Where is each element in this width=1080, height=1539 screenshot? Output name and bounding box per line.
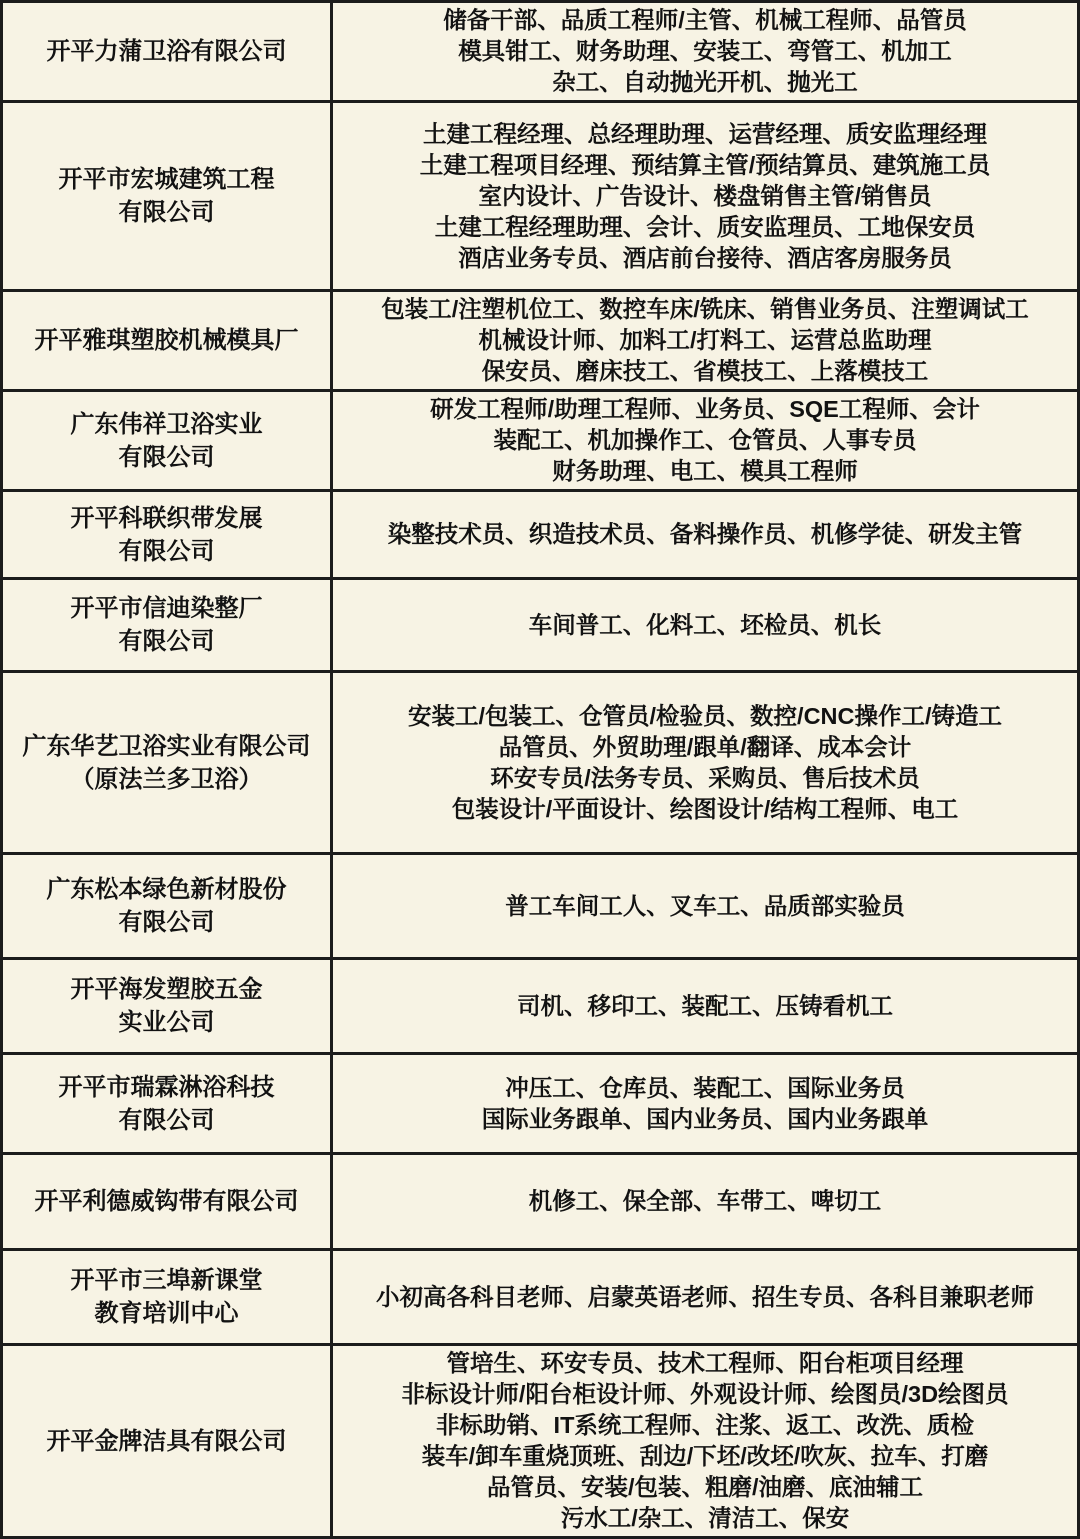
table-row [2,959,1079,1054]
company-name-line: 有限公司 [118,628,215,656]
position-line: 土建工程项目经理、预结算主管/预结算员、建筑施工员 [419,151,991,178]
company-name-cell [2,1054,332,1154]
company-name-line: 开平利德威钩带有限公司 [34,1188,299,1216]
position-line: 染整技术员、织造技术员、备料操作员、机修学徒、研发主管 [387,521,1023,548]
position-line: 非标助销、IT系统工程师、注浆、返工、改洗、质检 [436,1412,974,1439]
positions-cell [332,1154,1079,1250]
position-line: 小初高各科目老师、启蒙英语老师、招生专员、各科目兼职老师 [376,1283,1034,1310]
job-table-body [2,2,1079,1538]
position-line: 保安员、磨床技工、省模技工、上落模技工 [481,358,929,385]
company-name-line: 开平海发塑胶五金 [70,976,263,1004]
positions-cell [332,959,1079,1054]
company-name-line: 开平力蒲卫浴有限公司 [46,37,287,65]
position-line: 土建工程经理助理、会计、质安监理员、工地保安员 [434,213,976,240]
positions-cell [332,854,1079,959]
position-line: 土建工程经理、总经理助理、运营经理、质安监理经理 [423,120,987,147]
company-name-line: （原法兰多卫浴） [70,765,263,793]
position-line: 管培生、环安专员、技术工程师、阳台柜项目经理 [446,1350,964,1377]
position-line: 司机、移印工、装配工、压铸看机工 [517,992,893,1019]
position-line: 环安专员/法务专员、采购员、售后技术员 [490,764,920,791]
table-row [2,854,1079,959]
company-name-line: 开平市宏城建筑工程 [58,165,275,193]
position-line: 储备干部、品质工程师/主管、机械工程师、品管员 [443,7,967,33]
company-name-line: 广东伟祥卫浴实业 [70,410,263,438]
positions-cell [332,391,1079,491]
company-name-cell [2,491,332,579]
company-name-cell [2,1250,332,1345]
company-name-cell [2,959,332,1054]
positions-cell [332,672,1079,854]
company-name-cell [2,1154,332,1250]
company-name-cell [2,2,332,102]
company-name-line: 教育培训中心 [94,1300,239,1328]
table-row [2,391,1079,491]
company-name-cell [2,291,332,391]
position-line: 非标设计师/阳台柜设计师、外观设计师、绘图员/3D绘图员 [401,1381,1009,1408]
position-line: 安装工/包装工、仓管员/检验员、数控/CNC操作工/铸造工 [407,702,1003,729]
position-line: 机械设计师、加料工/打料工、运营总监助理 [478,327,932,354]
table-row [2,1345,1079,1538]
table-row [2,491,1079,579]
company-name-cell [2,854,332,959]
position-line: 包装设计/平面设计、绘图设计/结构工程师、电工 [451,795,959,822]
table-row [2,1054,1079,1154]
position-line: 室内设计、广告设计、楼盘销售主管/销售员 [478,182,932,209]
company-name-line: 开平雅琪塑胶机械模具厂 [34,327,299,355]
company-name-cell [2,1345,332,1538]
position-line: 普工车间工人、叉车工、品质部实验员 [505,892,905,919]
positions-cell [332,1345,1079,1538]
company-name-line: 开平市三埠新课堂 [70,1267,263,1295]
company-name-line: 开平市信迪染整厂 [70,595,263,623]
table-row [2,291,1079,391]
company-name-line: 有限公司 [118,1106,215,1134]
company-name-line: 实业公司 [118,1009,215,1037]
positions-cell [332,491,1079,579]
position-line: 冲压工、仓库员、装配工、国际业务员 [505,1074,905,1101]
position-line: 酒店业务专员、酒店前台接待、酒店客房服务员 [458,244,952,271]
company-name-line: 广东松本绿色新材股份 [46,876,287,904]
position-line: 污水工/杂工、清洁工、保安 [560,1505,850,1532]
table-row [2,1154,1079,1250]
position-line: 装车/卸车重烧顶班、刮边/下坯/改坯/吹灰、拉车、打磨 [421,1443,989,1470]
company-name-line: 有限公司 [118,199,215,227]
positions-cell [332,2,1079,102]
table-row [2,2,1079,102]
company-name-cell [2,102,332,291]
position-line: 包装工/注塑机位工、数控车床/铣床、销售业务员、注塑调试工 [381,296,1029,323]
company-name-cell [2,391,332,491]
positions-cell [332,1054,1079,1154]
company-name-line: 有限公司 [118,537,215,565]
position-line: 装配工、机加操作工、仓管员、人事专员 [493,427,917,454]
position-line: 财务助理、电工、模具工程师 [552,458,858,485]
position-line: 品管员、外贸助理/跟单/翻译、成本会计 [498,733,912,760]
company-name-line: 广东华艺卫浴实业有限公司 [22,732,311,760]
company-name-line: 开平金牌洁具有限公司 [46,1427,287,1455]
positions-cell [332,1250,1079,1345]
table-row [2,579,1079,672]
position-line: 车间普工、化料工、坯检员、机长 [528,611,882,638]
company-name-cell [2,579,332,672]
company-name-line: 开平市瑞霖淋浴科技 [58,1073,275,1101]
table-row [2,1250,1079,1345]
position-line: 国际业务跟单、国内业务员、国内业务跟单 [481,1105,929,1132]
table-row [2,102,1079,291]
company-name-cell [2,672,332,854]
table-row [2,672,1079,854]
position-line: 杂工、自动抛光开机、抛光工 [552,69,858,96]
position-line: 机修工、保全部、车带工、啤切工 [528,1188,882,1215]
position-line: 品管员、安装/包装、粗磨/油磨、底油辅工 [486,1474,924,1501]
position-line: 模具钳工、财务助理、安装工、弯管工、机加工 [458,38,952,65]
position-line: 研发工程师/助理工程师、业务员、SQE工程师、会计 [430,396,980,423]
positions-cell [332,291,1079,391]
positions-cell [332,579,1079,672]
company-name-line: 有限公司 [118,443,215,471]
company-name-line: 开平科联织带发展 [70,504,263,532]
company-name-line: 有限公司 [118,909,215,937]
positions-cell [332,102,1079,291]
